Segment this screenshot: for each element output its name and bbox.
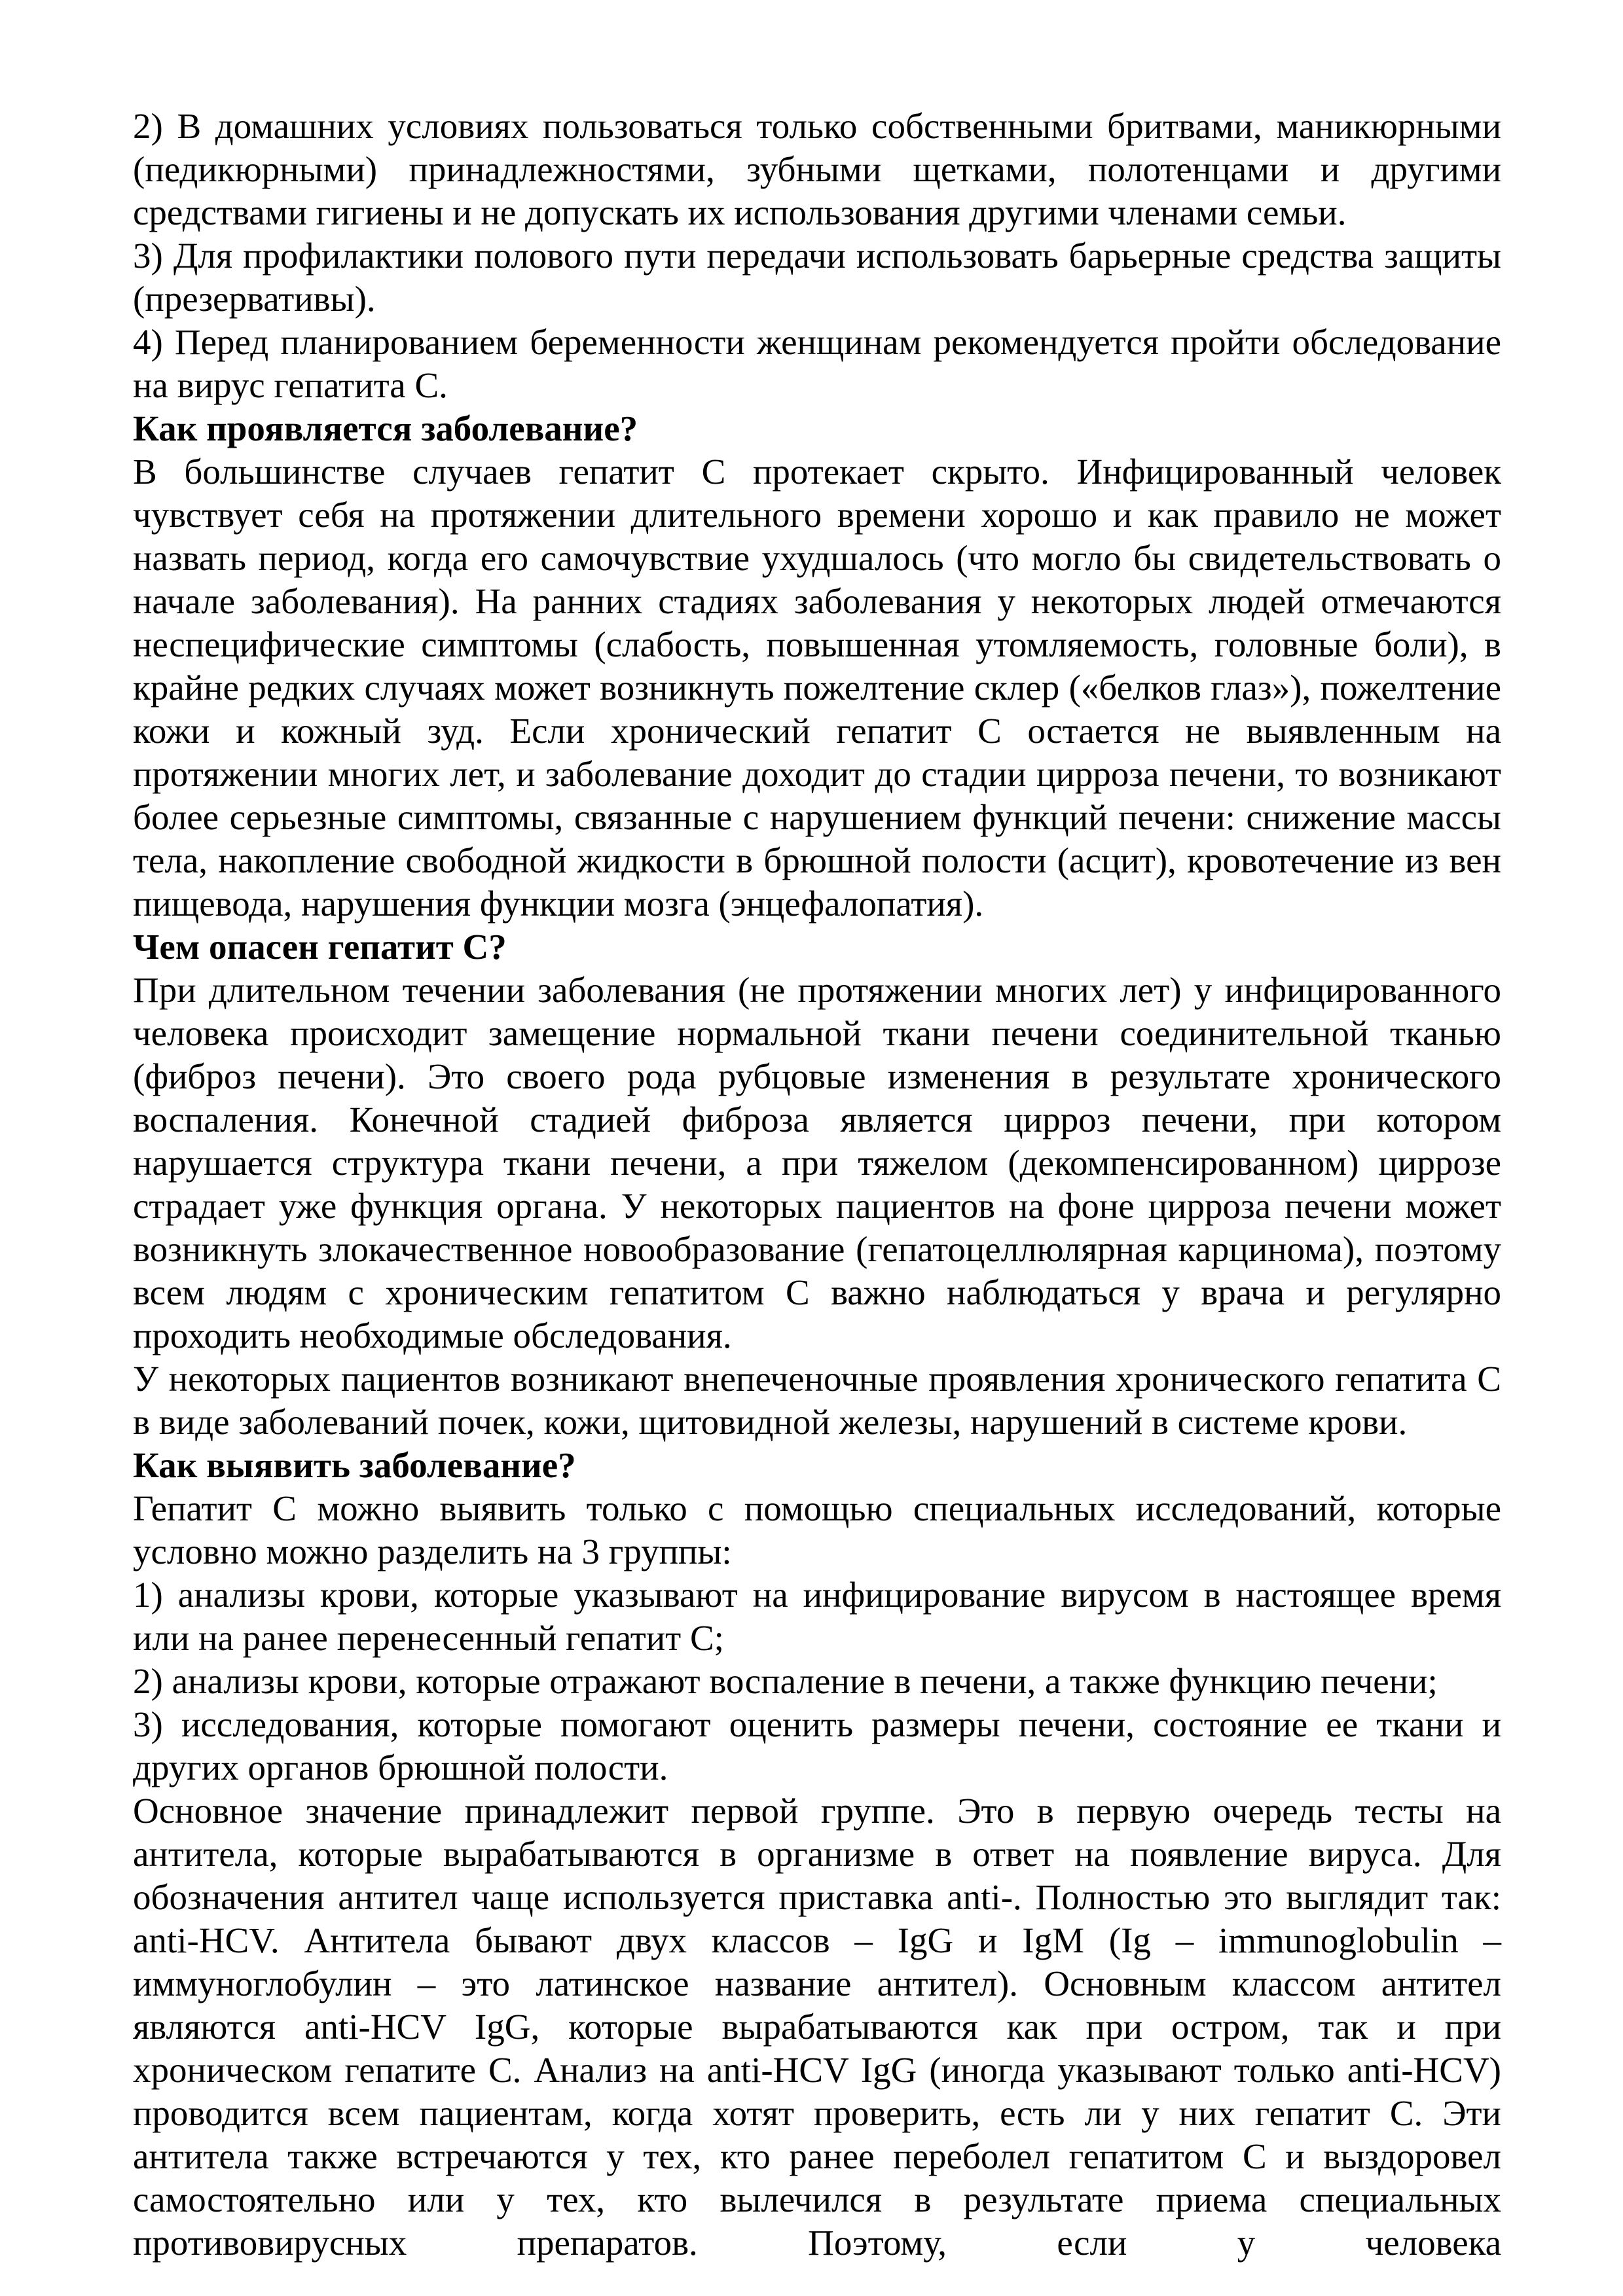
paragraph-detection-intro: Гепатит С можно выявить только с помощью специальных исследований, которые условно можно разделить на 3 группы: (133, 1488, 1501, 1571)
paragraph-disease-danger: При длительном течении заболевания (не протяжении многих лет) у инфицированного человека происходит замещение нормальной ткани печени соединительной тканью (фиброз печени). Это своего рода рубцовые изменения в результате хронического воспаления. Конечной стадией фиброза является цирроз печени, при котором нарушается структура ткани печени, а при тяжелом (декомпенсированном) циррозе страдает уже функция органа. У некоторых пациентов на фоне цирроза печени может возникнуть злокачественное новообразование (гепатоцеллюлярная карцинома), поэтому всем людям с хроническим гепатитом С важно наблюдаться у врача и регулярно проходить необходимые обследования. (133, 970, 1501, 1355)
paragraph-disease-manifestation: В большинстве случаев гепатит С протекает скрыто. Инфицированный человек чувствует себя на протяжении длительного времени хорошо и как правило не может назвать период, когда его самочувствие ухудшалось (что могло бы свидетельствовать о начале заболевания). На ранних стадиях заболевания у некоторых людей отмечаются неспецифические симптомы (слабость, повышенная утомляемость, головные боли), в крайне редких случаях может возникнуть пожелтение склер («белков глаз»), пожелтение кожи и кожный зуд. Если хронический гепатит С остается не выявленным на протяжении многих лет, и заболевание доходит до стадии цирроза печени, то возникают более серьезные симптомы, связанные с нарушением функций печени: снижение массы тела, накопление свободной жидкости в брюшной полости (асцит), кровотечение из вен пищевода, нарушения функции мозга (энцефалопатия). (133, 452, 1501, 924)
paragraph-pregnancy-screening-rule: 4) Перед планированием беременности женщинам рекомендуется пройти обследование на вирус гепатита С. (133, 322, 1501, 405)
heading-why-hepatitis-c-dangerous: Чем опасен гепатит С? (133, 927, 507, 967)
document-body (133, 105, 1501, 2265)
paragraph-test-group-3: 3) исследования, которые помогают оценить размеры печени, состояние ее ткани и других органов брюшной полости. (133, 1704, 1501, 1787)
paragraph-antibody-tests: Основное значение принадлежит первой группе. Это в первую очередь тесты на антитела, которые вырабатываются в организме в ответ на появление вируса. Для обозначения антител чаще используется приставка anti-. Полностью это выглядит так: anti-HCV. Антитела бывают двух классов – IgG и IgM (Ig – immunoglobulin – иммуноглобулин – это латинское название антител). Основным классом антител являются anti-HCV IgG, которые вырабатываются как при остром, так и при хроническом гепатите С. Анализ на anti-HCV IgG (иногда указывают только anti-HCV) проводится всем пациентам, когда хотят проверить, есть ли у них гепатит С. Эти антитела также встречаются у тех, кто ранее переболел гепатитом С и выздоровел самостоятельно или у тех, кто вылечился в результате приема специальных противовирусных препаратов. Поэтому, если у человека (133, 1791, 1501, 2263)
heading-how-disease-manifests: Как проявляется заболевание? (133, 408, 638, 448)
paragraph-home-hygiene-rule: 2) В домашних условиях пользоваться только собственными бритвами, маникюрными (педикюрными) принадлежностями, зубными щетками, полотенцами и другими средствами гигиены и не допускать их использования другими членами семьи. (133, 106, 1501, 232)
paragraph-test-group-2: 2) анализы крови, которые отражают воспаление в печени, а также функцию печени; (133, 1661, 1438, 1701)
paragraph-sexual-transmission-rule: 3) Для профилактики полового пути передачи использовать барьерные средства защиты (презервативы). (133, 236, 1501, 319)
heading-how-to-detect-disease: Как выявить заболевание? (133, 1445, 576, 1485)
paragraph-extrahepatic-manifestations: У некоторых пациентов возникают внепеченочные проявления хронического гепатита С в виде заболеваний почек, кожи, щитовидной железы, нарушений в системе крови. (133, 1359, 1501, 1442)
paragraph-test-group-1: 1) анализы крови, которые указывают на инфицирование вирусом в настоящее время или на ранее перенесенный гепатит С; (133, 1575, 1501, 1658)
